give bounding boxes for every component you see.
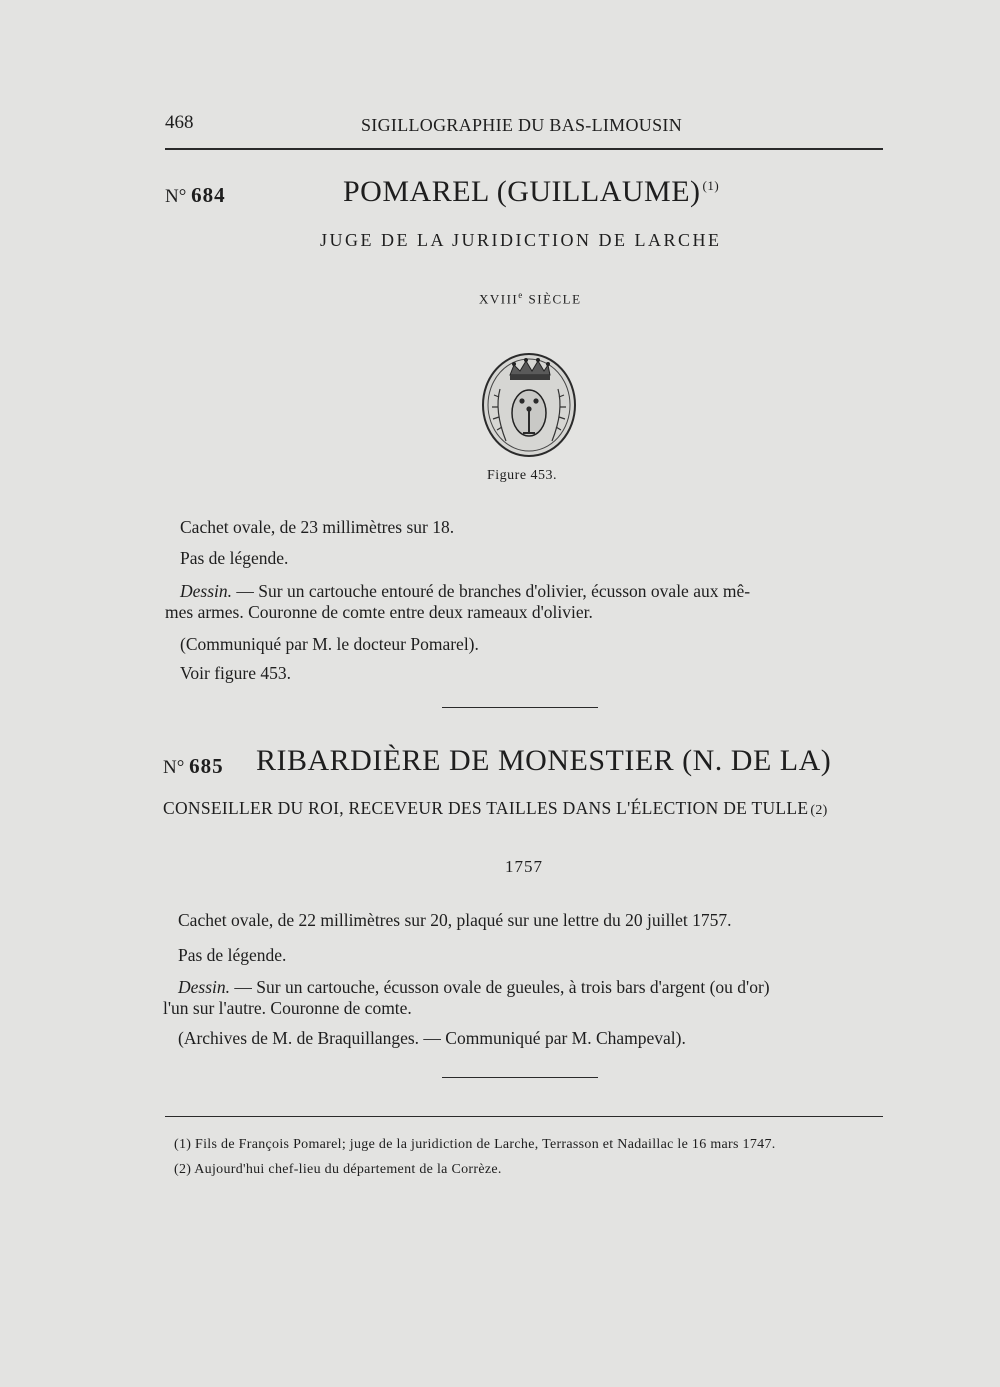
entry-684-number bbox=[165, 183, 226, 208]
entry-684-title: JUGE DE LA JURIDICTION DE LARCHE bbox=[320, 230, 722, 250]
entry-684-name bbox=[343, 175, 719, 209]
header-rule bbox=[165, 148, 883, 150]
entry-685-title-text: CONSEILLER DU ROI, RECEVEUR DES TAILLES DANS L'ÉLECTION DE TULLE bbox=[163, 798, 809, 818]
page-number: 468 bbox=[165, 112, 194, 133]
dessin-label-2: Dessin. bbox=[178, 977, 231, 997]
section-divider bbox=[442, 707, 598, 708]
entry-685-paragraph-1: Cachet ovale, de 22 millimètres sur 20, plaqué sur une lettre du 20 juillet 1757. bbox=[178, 910, 732, 930]
seal-figure-453 bbox=[480, 349, 578, 459]
entry-685-paragraph-2: Pas de légende. bbox=[178, 945, 287, 965]
entry-684-paragraph-3 bbox=[180, 580, 885, 602]
entry-685-paragraph-4: (Archives de M. de Braquillanges. — Communiqué par M. Champeval). bbox=[178, 1028, 686, 1048]
entry-685-paragraph-3-line-1: — Sur un cartouche, écusson ovale de gueules, à trois bars d'argent (ou d'or) bbox=[230, 977, 770, 997]
figure-caption: Figure 453. bbox=[487, 468, 558, 483]
century-word: SIÈCLE bbox=[528, 291, 582, 307]
entry-685-number bbox=[163, 754, 224, 779]
entry-685-year: 1757 bbox=[505, 857, 543, 876]
entry-684-paragraph-3-continued: mes armes. Couronne de comte entre deux rameaux d'olivier. bbox=[165, 602, 593, 622]
entry-684-century bbox=[479, 290, 582, 307]
page-header bbox=[165, 112, 885, 142]
entry-684-number-prefix: N° bbox=[165, 186, 187, 207]
entry-685-paragraph-3 bbox=[178, 976, 883, 998]
entry-685-number-prefix: N° bbox=[163, 757, 185, 778]
century-roman: XVIII bbox=[479, 291, 519, 307]
entry-684-number-value: 684 bbox=[191, 183, 226, 207]
century-sup: e bbox=[518, 290, 524, 300]
footnote-1: (1) Fils de François Pomarel; juge de la juridiction de Larche, Terrasson et Nadaillac le 16 mars 1747. bbox=[174, 1137, 776, 1152]
entry-684-paragraph-5: Voir figure 453. bbox=[180, 663, 291, 683]
entry-684-paragraph-1: Cachet ovale, de 23 millimètres sur 18. bbox=[180, 517, 455, 537]
entry-684-paragraph-2: Pas de légende. bbox=[180, 548, 289, 568]
entry-684-name-text: POMAREL (GUILLAUME) bbox=[343, 175, 701, 208]
running-title: SIGILLOGRAPHIE DU BAS-LIMOUSIN bbox=[361, 115, 682, 135]
entry-684-footnote-ref: (1) bbox=[702, 178, 720, 193]
entry-684-paragraph-4: (Communiqué par M. le docteur Pomarel). bbox=[180, 634, 479, 654]
entry-685-number-value: 685 bbox=[189, 754, 224, 778]
entry-685-title bbox=[163, 798, 828, 819]
entry-685-name: RIBARDIÈRE DE MONESTIER (N. DE LA) bbox=[256, 744, 832, 777]
section-divider-2 bbox=[442, 1077, 598, 1078]
entry-685-footnote-ref: (2) bbox=[810, 803, 828, 818]
entry-684-paragraph-3-line-1: — Sur un cartouche entouré de branches d'olivier, écusson ovale aux mê- bbox=[232, 581, 751, 601]
footnote-2: (2) Aujourd'hui chef-lieu du département de la Corrèze. bbox=[174, 1162, 502, 1177]
dessin-label: Dessin. bbox=[180, 581, 233, 601]
footnote-rule bbox=[165, 1116, 883, 1117]
entry-685-paragraph-3-continued: l'un sur l'autre. Couronne de comte. bbox=[163, 998, 412, 1018]
